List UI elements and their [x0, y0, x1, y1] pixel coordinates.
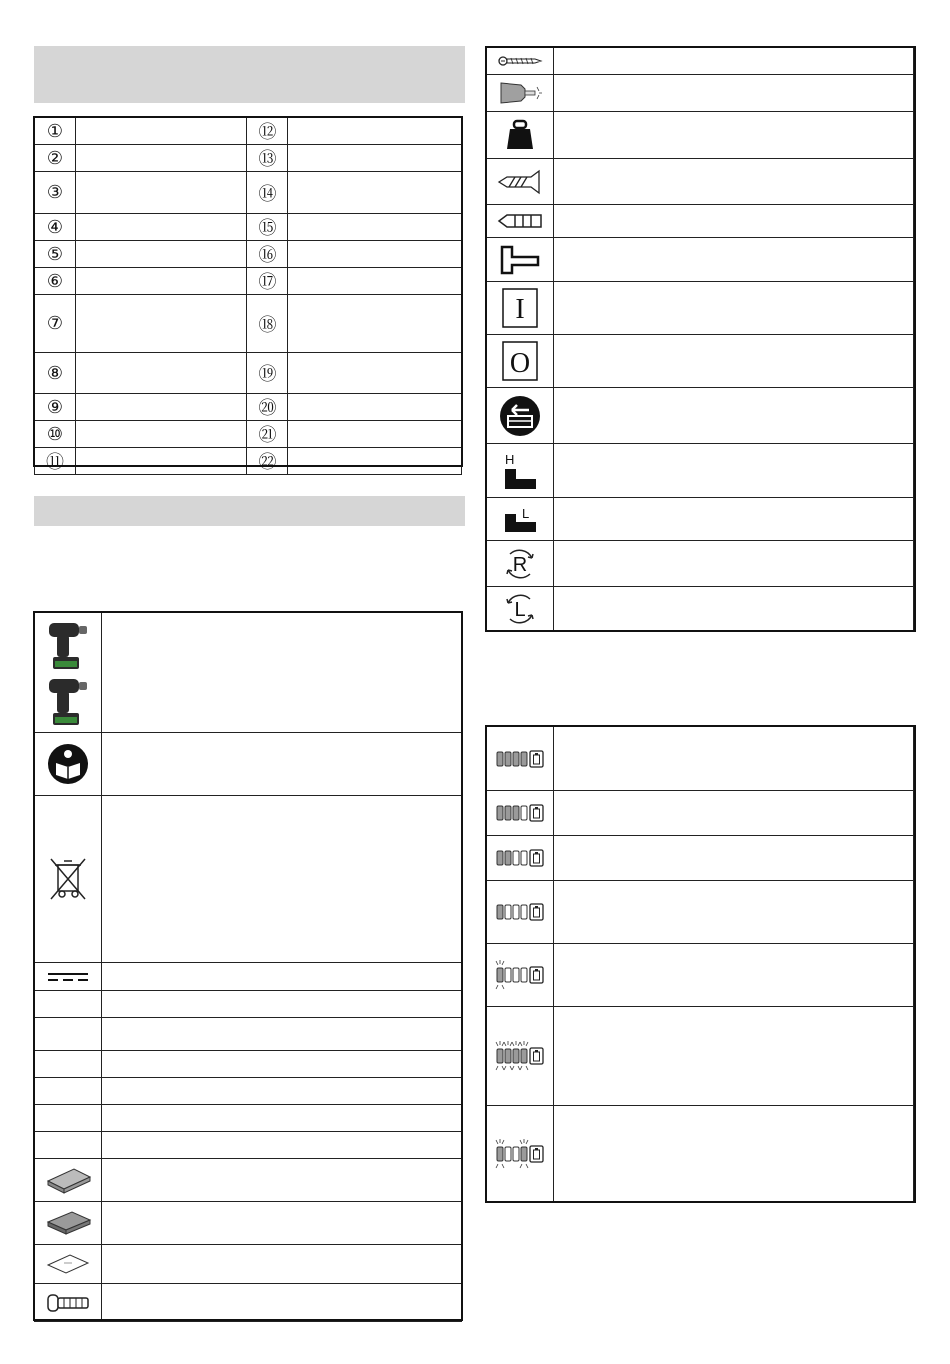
part-number: ㉑: [247, 421, 288, 448]
part-number: ⑦: [35, 295, 76, 353]
part-number: ⑳: [247, 394, 288, 421]
battery-3-bars-icon: [487, 791, 554, 836]
part-number: ⑲: [247, 353, 288, 394]
low-speed-icon: [487, 498, 554, 541]
battery-removal-icon: [487, 388, 554, 444]
parts-table: [34, 117, 462, 475]
part-number: ⑤: [35, 241, 76, 268]
part-number: ⑱: [247, 295, 288, 353]
symbols-table-right: [486, 47, 914, 632]
drill-chuck-icon: [487, 75, 554, 112]
part-number: ⑨: [35, 394, 76, 421]
battery-1-bar-blinking-icon: [487, 944, 554, 1007]
on-switch-icon: [487, 282, 554, 335]
part-number: ⑩: [35, 421, 76, 448]
svg-text:I: I: [515, 294, 525, 325]
self-tapping-screw-icon: [487, 159, 554, 205]
part-number: ⑮: [247, 214, 288, 241]
battery-alternate-blinking-icon: [487, 1106, 554, 1202]
crossed-out-wheelie-bin-icon: [35, 796, 102, 963]
flat-block-icon: [35, 1202, 102, 1245]
wood-screw-icon: [487, 48, 554, 75]
part-number: ⑬: [247, 145, 288, 172]
rotation-right-icon: [487, 541, 554, 587]
part-number: ⑧: [35, 353, 76, 394]
part-number: ⑫: [247, 118, 288, 145]
sandpaper-block-icon: [35, 1159, 102, 1202]
part-number: ④: [35, 214, 76, 241]
battery-2-bars-icon: [487, 836, 554, 881]
part-number: ㉒: [247, 448, 288, 475]
svg-text:L: L: [514, 599, 526, 621]
svg-text:L: L: [521, 506, 530, 521]
sheet-icon: [35, 1245, 102, 1284]
part-number: ⑪: [35, 448, 76, 475]
battery-all-bars-blinking-icon: [487, 1007, 554, 1106]
symbols-table-left: [34, 612, 462, 1322]
part-number: ⑰: [247, 268, 288, 295]
battery-1-bar-icon: [487, 881, 554, 944]
read-manual-icon: [35, 733, 102, 796]
part-number: ①: [35, 118, 76, 145]
off-switch-icon: [487, 335, 554, 388]
high-speed-icon: [487, 444, 554, 498]
battery-indicator-table: [486, 726, 914, 1202]
part-number: ⑭: [247, 172, 288, 214]
direct-current-icon: [35, 963, 102, 991]
drill-bit-icon: [487, 205, 554, 238]
svg-text:H: H: [504, 451, 515, 467]
part-number: ⑥: [35, 268, 76, 295]
weight-icon: [487, 112, 554, 159]
svg-text:O: O: [509, 348, 531, 379]
part-number: ⑯: [247, 241, 288, 268]
part-number: ③: [35, 172, 76, 214]
part-number: ②: [35, 145, 76, 172]
battery-4-bars-icon: [487, 727, 554, 791]
svg-text:R: R: [512, 553, 528, 576]
rotation-left-icon: [487, 587, 554, 632]
bolt-icon: [35, 1284, 102, 1322]
section-header-band-2: [34, 496, 465, 526]
drill-driver-and-battery-icon: [35, 613, 102, 733]
hammer-icon: [487, 238, 554, 282]
section-header-band-1: [34, 46, 465, 103]
